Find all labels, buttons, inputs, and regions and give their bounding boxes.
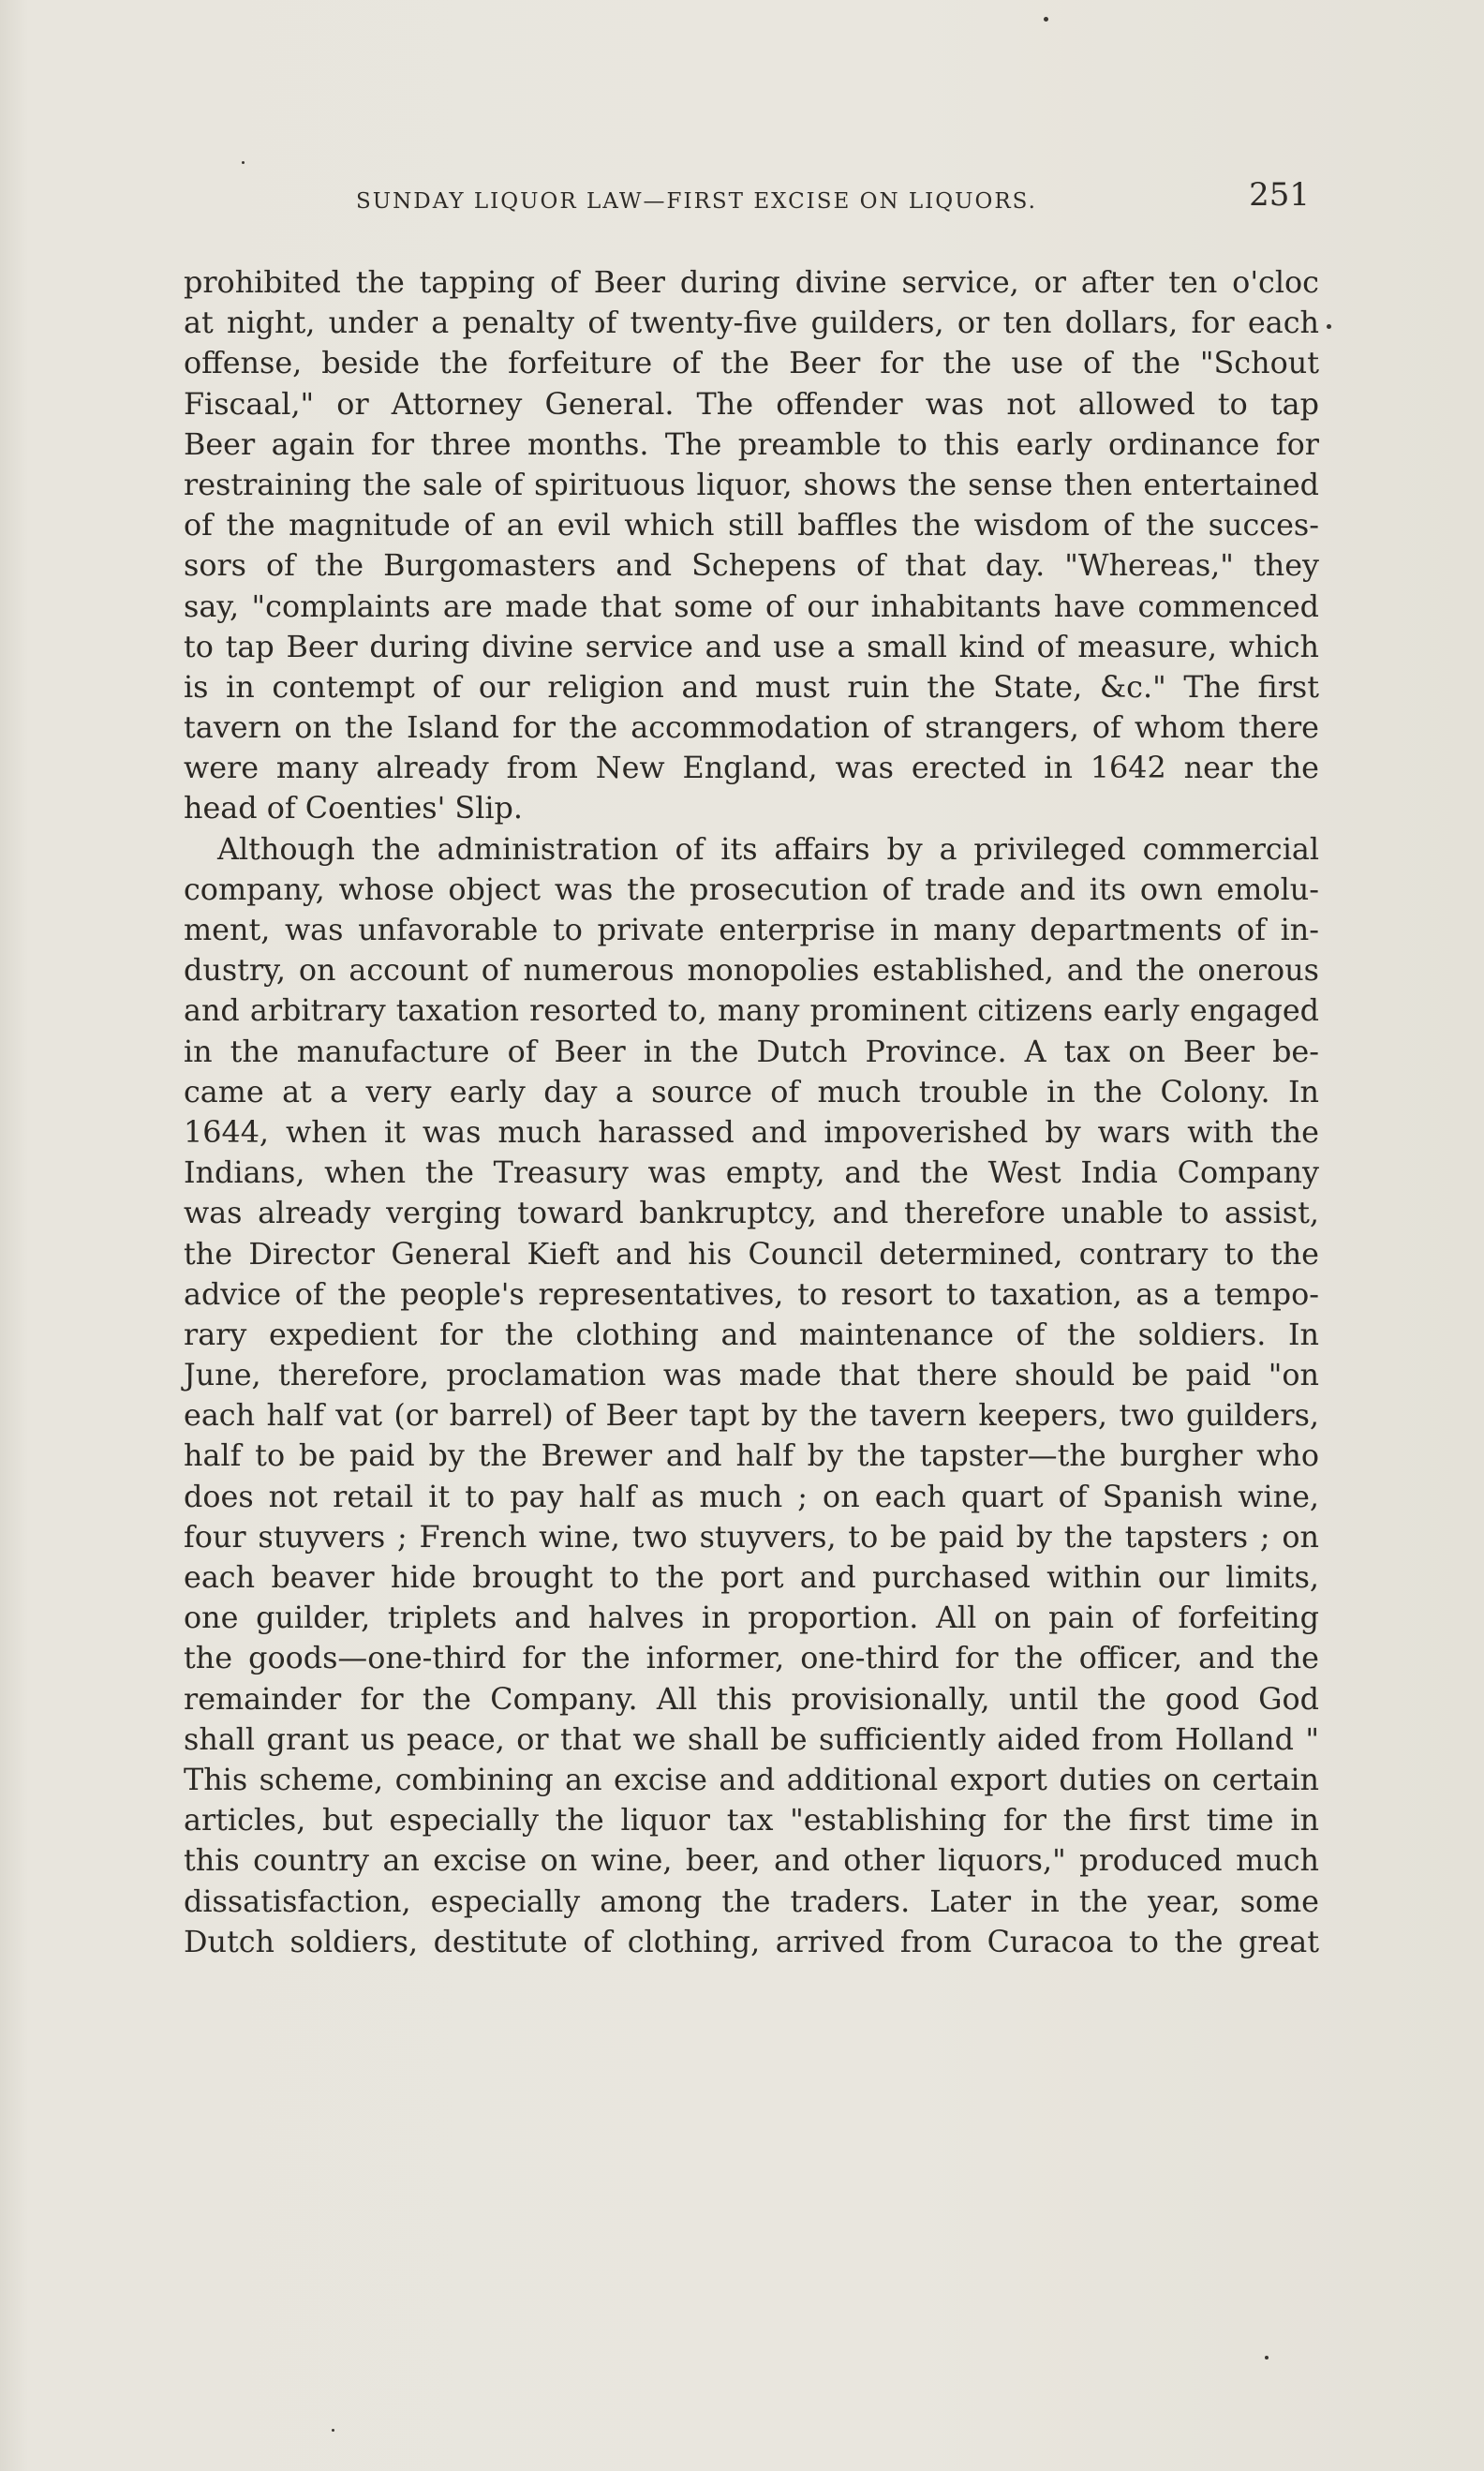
text-line: four stuyvers ; French wine, two stuyvers, to be paid by the tapsters ; on [184, 1519, 1319, 1555]
ink-speck [1265, 2356, 1269, 2359]
text-line: were many already from New England, was erected in 1642 near the [184, 751, 1319, 786]
text-line: in the manufacture of Beer in the Dutch Province. A tax on Beer be- [184, 1034, 1319, 1069]
ink-speck [1327, 324, 1331, 329]
text-line: head of Coenties' Slip. [184, 791, 524, 826]
text-line: came at a very early day a source of much trouble in the Colony. In [184, 1074, 1319, 1109]
text-line: company, whose object was the prosecution of trade and its own emolu- [184, 871, 1319, 907]
text-line: the goods—one-third for the informer, one-third for the officer, and the [184, 1641, 1319, 1676]
text-line: restraining the sale of spirituous liquor, shows the sense then entertained [184, 467, 1319, 502]
text-line: to tap Beer during divine service and use a small kind of measure, which [184, 629, 1319, 664]
text-line: half to be paid by the Brewer and half by the tapster—the burgher who [184, 1438, 1319, 1474]
text-line: of the magnitude of an evil which still baffles the wisdom of the succes- [184, 508, 1319, 543]
text-line: offense, beside the forfeiture of the Beer for the use of the "Schout [184, 346, 1319, 381]
text-line: the Director General Kieft and his Council determined, contrary to the [184, 1236, 1319, 1272]
page-header [178, 176, 1321, 225]
text-line: does not retail it to pay half as much ; on each quart of Spanish wine, [184, 1479, 1319, 1514]
text-line: shall grant us peace, or that we shall be sufficiently aided from Holland " [184, 1721, 1319, 1757]
running-head: SUNDAY LIQUOR LAW—FIRST EXCISE ON LIQUORS. [356, 189, 1037, 214]
body-text [184, 262, 1319, 1962]
text-line: dissatisfaction, especially among the traders. Later in the year, some [184, 1883, 1319, 1919]
ink-speck [1044, 17, 1048, 22]
text-line: articles, but especially the liquor tax "establishing for the first time in [184, 1803, 1319, 1838]
page-number: 251 [1249, 176, 1310, 214]
ink-speck [332, 2429, 334, 2432]
text-line: was already verging toward bankruptcy, and therefore unable to assist, [184, 1196, 1319, 1231]
text-line: This scheme, combining an excise and additional export duties on certain [184, 1762, 1319, 1797]
text-line: ment, was unfavorable to private enterprise in many departments of in- [184, 913, 1319, 947]
text-line: remainder for the Company. All this provisionally, until the good God [184, 1681, 1319, 1717]
text-line: advice of the people's representatives, to resort to taxation, as a tempo- [184, 1276, 1319, 1312]
text-line: dustry, on account of numerous monopolies established, and the onerous [184, 953, 1319, 989]
paragraph-2 [184, 829, 1319, 1962]
text-line: Although the administration of its affairs by a privileged commercial [217, 831, 1319, 867]
text-line: tavern on the Island for the accommodation of strangers, of whom there [184, 710, 1319, 746]
text-line: sors of the Burgomasters and Schepens of that day. "Whereas," they [184, 548, 1319, 584]
text-line: Indians, when the Treasury was empty, and the West India Company [184, 1155, 1319, 1191]
text-line: one guilder, triplets and halves in proportion. All on pain of forfeiting [184, 1600, 1319, 1636]
text-line: Fiscaal," or Attorney General. The offender was not allowed to tap [184, 386, 1319, 422]
ink-speck [242, 161, 245, 164]
text-line: this country an excise on wine, beer, and other liquors," produced much [184, 1843, 1319, 1879]
text-line: 1644, when it was much harassed and impoverished by wars with the [184, 1114, 1319, 1150]
text-line: say, "complaints are made that some of our inhabitants have commenced [184, 588, 1319, 624]
paragraph-1 [184, 262, 1319, 829]
text-line: is in contempt of our religion and must ruin the State, &c." The first [184, 669, 1319, 705]
text-line: each half vat (or barrel) of Beer tapt by the tavern keepers, two guilders, [184, 1398, 1319, 1434]
text-line: prohibited the tapping of Beer during divine service, or after ten o'cloc [184, 265, 1319, 300]
text-line: rary expedient for the clothing and maintenance of the soldiers. In [184, 1317, 1319, 1352]
text-line: each beaver hide brought to the port and purchased within our limits, [184, 1560, 1319, 1595]
text-line: at night, under a penalty of twenty-five guilders, or ten dollars, for each [184, 305, 1319, 341]
text-line: Dutch soldiers, destitute of clothing, arrived from Curacoa to the great [184, 1924, 1319, 1959]
text-line: June, therefore, proclamation was made that there should be paid "on [184, 1358, 1319, 1393]
text-line: Beer again for three months. The preamble to this early ordinance for [184, 426, 1319, 462]
text-line: and arbitrary taxation resorted to, many prominent citizens early engaged [184, 993, 1319, 1029]
